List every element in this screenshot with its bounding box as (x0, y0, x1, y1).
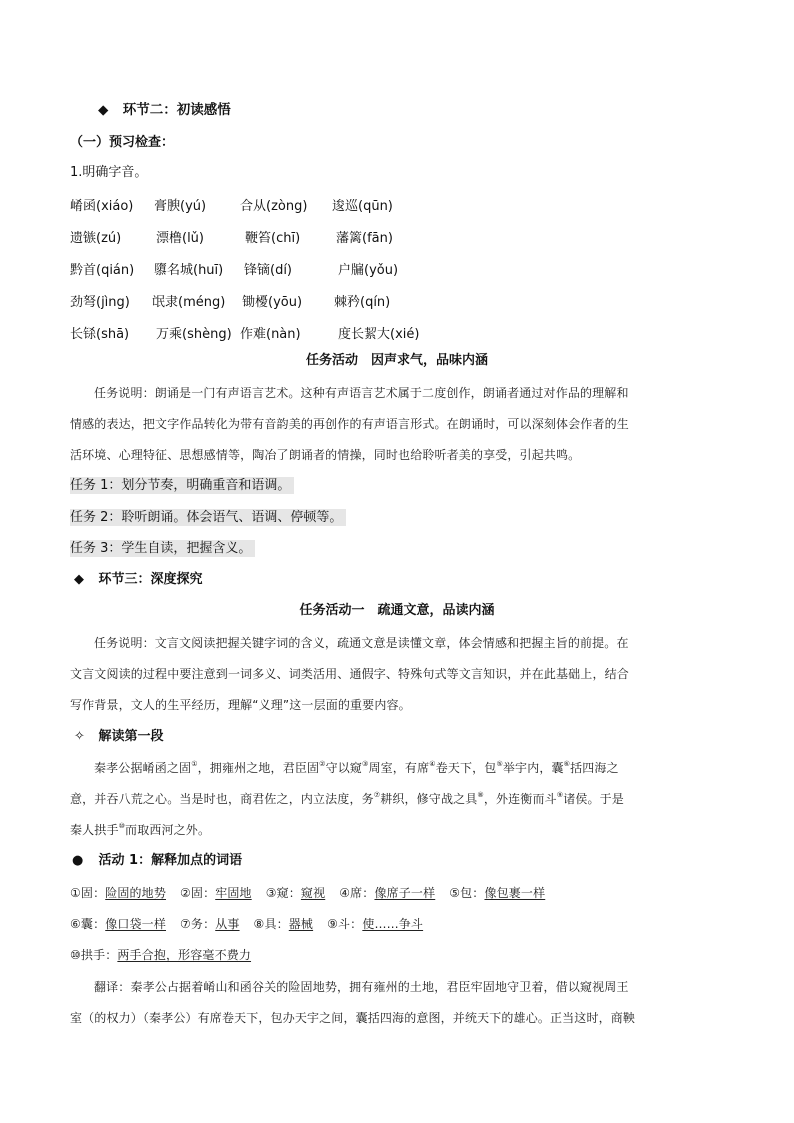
passage-text: 耕织，修守战之具 (380, 792, 478, 806)
glossary-word: 斗： (338, 917, 363, 931)
pronunciation-entry: 遗镞(zú) (70, 231, 122, 246)
glossary-word: 拱手： (80, 948, 118, 962)
translation-line: 翻译：秦孝公占据着崤山和函谷关的险固地势，拥有雍州的土地，君臣牢固地守卫着，借以窥视周王 (94, 980, 629, 994)
pronunciation-entry: 度长絜大(xié) (338, 327, 420, 342)
pronunciation-entry: 膏腴(yú) (154, 199, 207, 214)
reading-title: 解读第一段 (98, 729, 164, 744)
passage-text: 意，并吞八荒之心。当是时也，商君佐之，内立法度，务 (70, 792, 374, 806)
pronunciation-entry: 合从(zòng) (240, 199, 308, 214)
glossary-entry (180, 886, 252, 900)
pronunciation-entry: 锋镝(dí) (244, 263, 293, 278)
task-item (70, 477, 294, 495)
footnote-mark: ⑥ (563, 760, 571, 768)
passage-text: 括四海之 (570, 761, 619, 775)
task-description-line: 任务说明：文言文阅读把握关键字词的含义，疏通文意是读懂文章，体会情感和把握主旨的前提。在 (94, 636, 629, 650)
passage-text: 举宇内，囊 (502, 761, 564, 775)
glossary-word: 固： (80, 886, 106, 900)
glossary-entry (70, 948, 251, 962)
pronunciation-entry: 劲弩(jìng) (70, 295, 130, 310)
task-description-line: 写作背景，文人的生平经历，理解“义理”这一层面的重要内容。 (70, 698, 411, 712)
glossary-number: ⑥ (70, 917, 81, 931)
pronunciation-entry: 万乘(shèng) (156, 327, 232, 342)
glossary-answer: 牢固地 (215, 886, 252, 900)
activity-title: 活动 1：解释加点的词语 (98, 853, 243, 868)
pronunciation-entry: 漂橹(lǔ) (156, 231, 204, 246)
glossary-number: ⑦ (180, 917, 191, 931)
glossary-entry (180, 917, 240, 931)
glossary-answer: 使……争斗 (362, 917, 424, 931)
sparkle-bullet-icon: ✧ (74, 729, 85, 744)
glossary-entry (70, 917, 166, 931)
glossary-number: ③ (265, 886, 277, 900)
subsection-heading: （一）预习检查： (70, 135, 175, 150)
glossary-entry (339, 886, 435, 900)
glossary-word: 固： (190, 886, 216, 900)
glossary-entry (327, 917, 423, 931)
activity-heading (72, 852, 242, 870)
diamond-bullet-icon: ◆ (74, 572, 84, 587)
passage-text: 秦孝公据崤函之固 (94, 761, 192, 775)
footnote-mark: ① (191, 760, 198, 768)
task-item (70, 540, 255, 558)
pronunciation-entry: 逡巡(qūn) (332, 199, 393, 214)
glossary-word: 窥： (276, 886, 301, 900)
section-heading-2 (98, 101, 231, 119)
task-item-text: 任务 2：聆听朗诵。体会语气、语调、停顿等。 (70, 509, 346, 526)
glossary-line (70, 915, 423, 933)
glossary-number: ② (180, 886, 191, 900)
glossary-word: 席： (350, 886, 375, 900)
passage-text: 秦人拱手 (70, 823, 119, 837)
glossary-line (70, 884, 545, 902)
glossary-answer: 像席子一样 (374, 886, 436, 900)
glossary-entry (70, 886, 166, 900)
glossary-line (70, 946, 251, 964)
pronunciation-entry: 崤函(xiáo) (70, 199, 134, 214)
glossary-entry (254, 917, 314, 931)
glossary-number: ④ (339, 886, 351, 900)
task-description-line: 活环境、心理特征、思想感情等，陶冶了朗诵者的情操，同时也给聆听者美的享受，引起共鸣。 (70, 448, 581, 462)
footnote-mark: ② (319, 760, 326, 768)
pronunciation-entry: 户牖(yǒu) (338, 263, 399, 278)
task-description-line: 文言文阅读的过程中要注意到一词多义、词类活用、通假字、特殊句式等文言知识，并在此基础上，结合 (70, 667, 629, 681)
pronunciation-entry: 黔首(qián) (70, 263, 135, 278)
passage-line (94, 759, 619, 777)
glossary-number: ⑤ (449, 886, 461, 900)
glossary-number: ⑧ (253, 917, 265, 931)
pronunciation-entry: 隳名城(huī) (154, 263, 224, 278)
pronunciation-entry: 藩篱(fān) (336, 231, 393, 246)
glossary-word: 务： (190, 917, 216, 931)
passage-line (70, 790, 624, 808)
glossary-number: ⑩ (70, 948, 81, 962)
passage-text: ，拥雍州之地，君臣固 (197, 761, 320, 775)
footnote-mark: ⑧ (477, 791, 484, 799)
glossary-answer: 像口袋一样 (105, 917, 166, 931)
section-heading-3 (74, 571, 203, 589)
glossary-entry (266, 886, 326, 900)
glossary-word: 囊： (80, 917, 106, 931)
task-item (70, 509, 346, 527)
pronunciation-entry: 氓隶(méng) (152, 295, 226, 310)
footnote-mark: ⑤ (496, 760, 503, 768)
pronunciation-entry: 作难(nàn) (240, 327, 301, 342)
glossary-answer: 两手合抱，形容毫不费力 (117, 948, 252, 962)
glossary-answer: 像包裹一样 (484, 886, 546, 900)
pronunciation-entry: 鞭笞(chī) (245, 231, 301, 246)
translation-line: 室（的权力）（秦孝公）有席卷天下，包办天宇之间，囊括四海的意图，并统天下的雄心。正当这时，商鞅 (70, 1011, 636, 1025)
glossary-answer: 窥视 (300, 886, 326, 900)
footnote-mark: ⑦ (373, 791, 381, 799)
footnote-mark: ⑩ (118, 822, 126, 830)
passage-line (70, 821, 210, 839)
pronunciation-entry: 锄櫌(yōu) (242, 295, 303, 310)
glossary-word: 具： (264, 917, 289, 931)
task-item-text: 任务 3：学生自读，把握含义。 (70, 540, 255, 557)
item-heading: 1.明确字音。 (70, 165, 148, 180)
task-activity-heading: 任务活动 因声求气，品味内涵 (305, 353, 488, 368)
glossary-number: ⑨ (327, 917, 339, 931)
section-title: 环节三：深度探究 (98, 572, 203, 587)
passage-text: 周室，有席 (368, 761, 430, 775)
section-title: 环节二：初读感悟 (122, 102, 231, 118)
passage-text: 诸侯。于是 (563, 792, 624, 806)
task-description-line: 任务说明：朗诵是一门有声语言艺术。这种有声语言艺术属于二度创作，朗诵者通过对作品的理解和 (94, 386, 629, 400)
pronunciation-entry: 长铩(shā) (70, 327, 130, 342)
glossary-number: ① (70, 886, 81, 900)
round-bullet-icon: ● (72, 853, 84, 868)
footnote-mark: ⑨ (556, 791, 564, 799)
passage-text: 而取西河之外。 (125, 823, 211, 837)
passage-text: ，外连衡而斗 (483, 792, 557, 806)
passage-text: 卷天下，包 (435, 761, 497, 775)
footnote-mark: ③ (362, 760, 369, 768)
diamond-bullet-icon: ◆ (98, 102, 109, 118)
glossary-answer: 从事 (215, 917, 240, 931)
glossary-word: 包： (460, 886, 485, 900)
reading-heading (74, 728, 164, 746)
task-item-text: 任务 1：划分节奏，明确重音和语调。 (70, 477, 294, 494)
glossary-answer: 器械 (288, 917, 314, 931)
task-activity-heading: 任务活动一 疏通文意，品读内涵 (299, 603, 495, 618)
task-description-line: 情感的表达，把文字作品转化为带有音韵美的再创作的有声语言形式。在朗诵时，可以深刻体会作者的生 (70, 417, 629, 431)
pronunciation-entry: 棘矜(qín) (334, 295, 391, 310)
glossary-entry (449, 886, 545, 900)
footnote-mark: ④ (429, 760, 436, 768)
glossary-answer: 险固的地势 (105, 886, 166, 900)
passage-text: 守以窥 (325, 761, 363, 775)
